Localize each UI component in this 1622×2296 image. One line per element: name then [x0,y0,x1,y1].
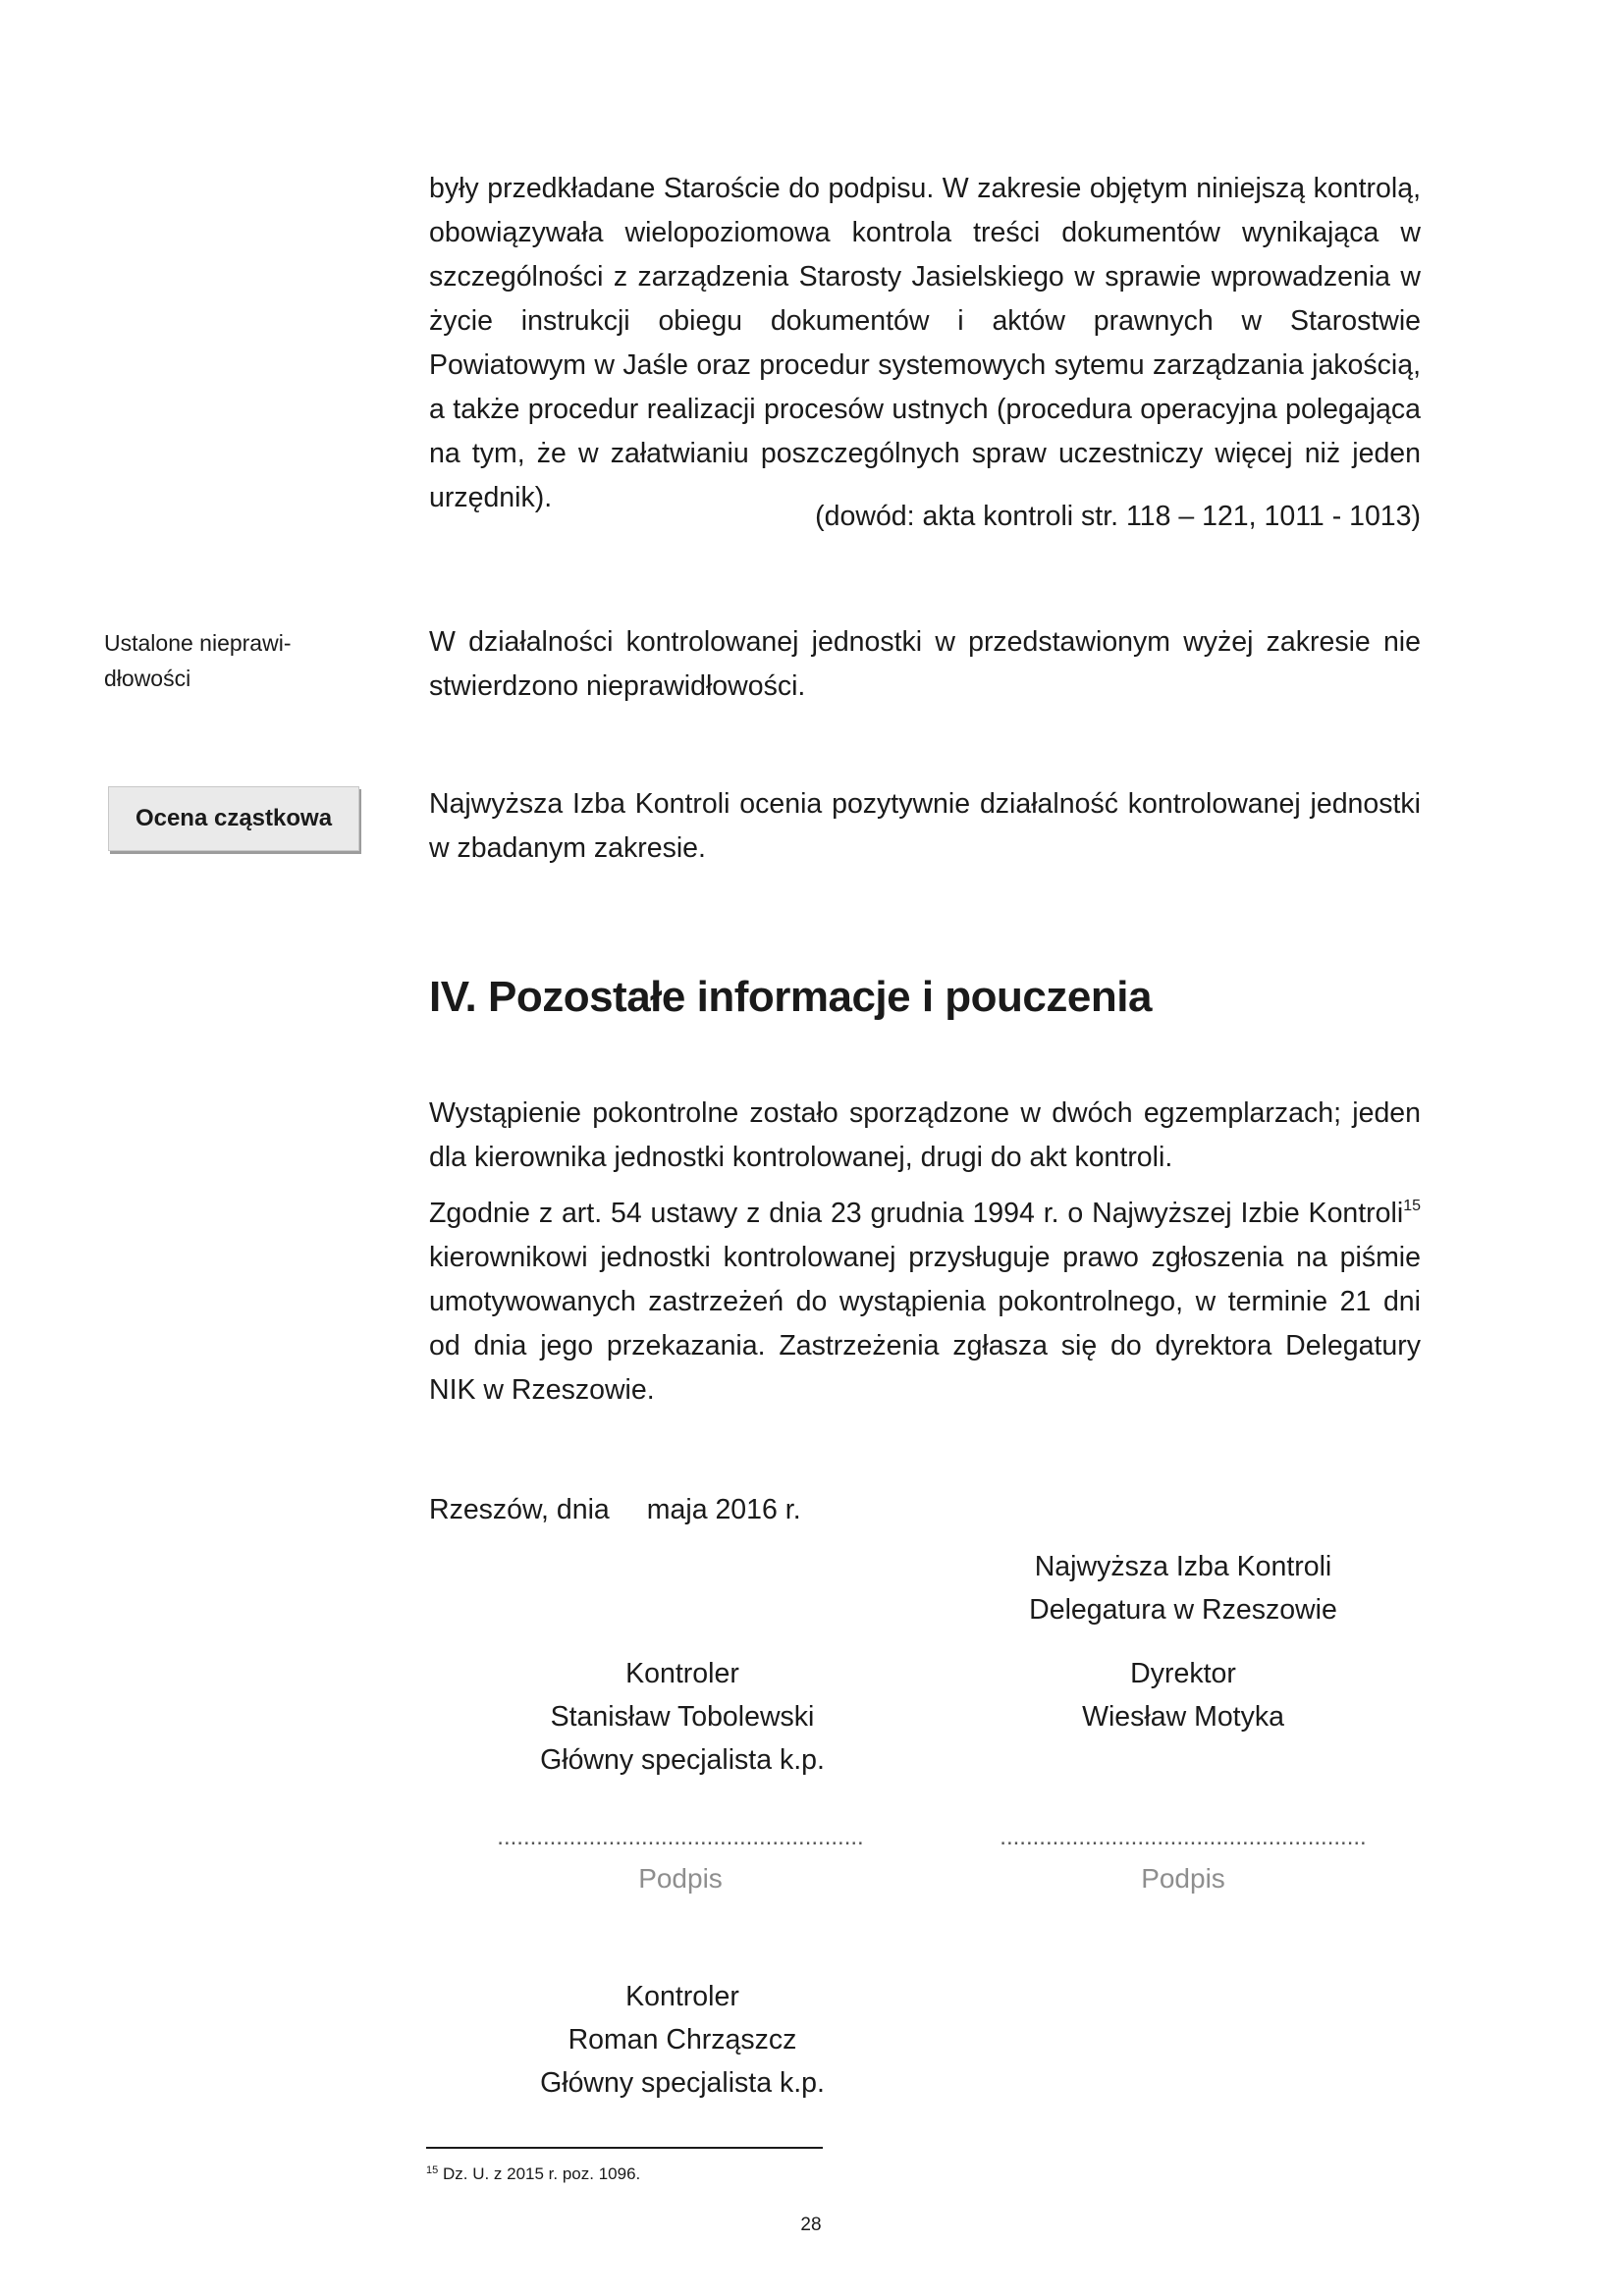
footnote-reference[interactable]: 15 [1403,1198,1421,1214]
institution-branch: Delegatura w Rzeszowie [1029,1594,1337,1626]
section4-paragraph-2 [429,1192,1421,1413]
date-text: maja 2016 r. [646,1494,801,1525]
section4-body [429,1092,1421,1424]
assessment-label: Ocena cząstkowa [135,805,333,831]
signature-label-left: Podpis [638,1863,723,1894]
paragraph-2-start: Zgodnie z art. 54 ustawy z dnia 23 grudnia 1994 r. o Najwyższej Izbie Kontroli [429,1198,1404,1229]
signature-line-left: ........................................................ [497,1824,864,1850]
irregularities-text: W działalności kontrolowanej jednostki w przedstawionym wyżej zakresie nie stwierdzono nieprawidłowości. [429,626,1421,702]
director-role: Dyrektor [1130,1658,1236,1689]
director-block [982,1652,1384,1738]
institution-name: Najwyższa Izba Kontroli [1034,1551,1332,1582]
evidence-reference: (dowód: akta kontroli str. 118 – 121, 1011 - 1013) [815,501,1421,532]
city-label: Rzeszów, dnia [429,1494,610,1525]
page-number: 28 [800,2215,822,2235]
footnote-text: Dz. U. z 2015 r. poz. 1096. [438,2164,641,2183]
controller-1-title: Główny specjalista k.p. [540,1744,825,1776]
controller-1-role: Kontroler [625,1658,739,1689]
assessment-label-box [108,786,359,851]
signature-line-right: ........................................................ [1000,1824,1367,1850]
controller-2-title: Główny specjalista k.p. [540,2067,825,2099]
footnote-separator [426,2147,823,2149]
signature-label-right: Podpis [1141,1863,1225,1894]
irregularities-side-label: Ustalone nieprawi-dłowości [104,630,292,691]
intro-text: były przedkładane Staroście do podpisu. W zakresie objętym niniejszą kontrolą, obowiązywała wielopoziomowa kontrola treści dokumentów wynikająca w szczególności z zarządzenia Starosty Jasielskiego w sprawie wprowadzenia w życie instrukcji obiegu dokumentów i aktów prawnych w Starostwie Powiatowym w Jaśle oraz procedur systemowych sytemu zarządzania jakością, a także procedur realizacji procesów ustnych (procedura operacyjna polegająca na tym, że w załatwianiu poszczególnych spraw uczestniczy więcej niż jeden urzędnik). [429,173,1421,513]
controller-2-block [471,1975,893,2105]
place-date [429,1488,801,1532]
footnote [426,2163,640,2186]
assessment-text: Najwyższa Izba Kontroli ocenia pozytywnie działalność kontrolowanej jednostki w zbadanym zakresie. [429,788,1421,864]
institution-block [982,1545,1384,1631]
controller-2-role: Kontroler [625,1981,739,2012]
section-heading: IV. Pozostałe informacje i pouczenia [429,973,1152,1021]
intro-paragraph [429,167,1421,520]
controller-1-name: Stanisław Tobolewski [550,1701,815,1733]
controller-1-block [471,1652,893,1782]
footnote-number: 15 [426,2164,439,2176]
paragraph-2-rest: kierownikowi jednostki kontrolowanej przysługuje prawo zgłoszenia na piśmie umotywowanych zastrzeżeń do wystąpienia pokontrolnego, w terminie 21 dni od dnia jego przekazania. Zastrzeżenia zgłasza się do dyrektora Delegatury NIK w Rzeszowie. [429,1242,1421,1406]
controller-2-name: Roman Chrząszcz [568,2024,797,2056]
director-name: Wiesław Motyka [1082,1701,1284,1733]
section4-paragraph-1: Wystąpienie pokontrolne zostało sporządzone w dwóch egzemplarzach; jeden dla kierownika jednostki kontrolowanej, drugi do akt kontroli. [429,1097,1421,1173]
